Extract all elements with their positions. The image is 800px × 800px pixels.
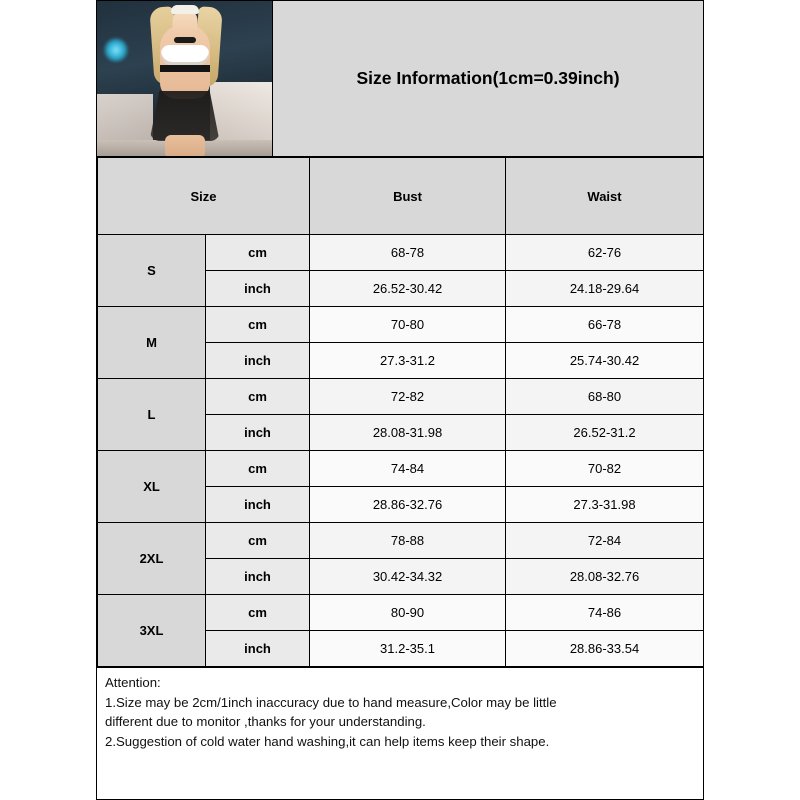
photo-skirt [150,91,220,141]
table-row [98,451,704,487]
waist-inch-value: 28.08-32.76 [506,559,704,595]
bust-inch-value: 31.2-35.1 [310,631,506,667]
photo-headpiece [171,5,199,14]
chart-title: Size Information(1cm=0.39inch) [356,68,620,88]
header-bust: Bust [310,158,506,235]
size-label: XL [98,451,206,523]
photo-light-glow [103,37,129,63]
attention-note [97,667,703,799]
attention-line-1b: different due to monitor ,thanks for your understanding. [105,714,426,730]
table-row [98,379,704,415]
unit-label-cm: cm [206,595,310,631]
waist-cm-value: 72-84 [506,523,704,559]
unit-label-cm: cm [206,451,310,487]
waist-cm-value: 74-86 [506,595,704,631]
bust-inch-value: 30.42-34.32 [310,559,506,595]
chart-header [97,1,703,157]
table-header-row [98,158,704,235]
waist-inch-value: 25.74-30.42 [506,343,704,379]
chart-title-area [273,1,703,156]
attention-title: Attention: [105,675,161,690]
attention-line-1a: 1.Size may be 2cm/1inch inaccuracy due to hand measure,Color may be little [105,694,557,710]
table-row [98,523,704,559]
size-label: 2XL [98,523,206,595]
unit-label-inch: inch [206,631,310,667]
waist-cm-value: 70-82 [506,451,704,487]
bust-inch-value: 26.52-30.42 [310,271,506,307]
unit-label-inch: inch [206,343,310,379]
unit-label-inch: inch [206,559,310,595]
waist-cm-value: 68-80 [506,379,704,415]
unit-label-cm: cm [206,523,310,559]
waist-inch-value: 28.86-33.54 [506,631,704,667]
bust-cm-value: 72-82 [310,379,506,415]
header-size: Size [98,158,310,235]
bust-cm-value: 78-88 [310,523,506,559]
size-label: S [98,235,206,307]
size-chart-card [96,0,704,800]
bust-cm-value: 74-84 [310,451,506,487]
unit-label-cm: cm [206,235,310,271]
unit-label-inch: inch [206,487,310,523]
unit-label-cm: cm [206,379,310,415]
bust-inch-value: 28.08-31.98 [310,415,506,451]
bust-cm-value: 68-78 [310,235,506,271]
photo-waistband [160,65,210,72]
waist-cm-value: 66-78 [506,307,704,343]
header-waist: Waist [506,158,704,235]
unit-label-inch: inch [206,271,310,307]
size-label: M [98,307,206,379]
photo-top [161,45,209,65]
table-row [98,235,704,271]
size-label: L [98,379,206,451]
photo-model [148,3,222,156]
photo-legs [165,135,205,156]
bust-inch-value: 28.86-32.76 [310,487,506,523]
bust-cm-value: 80-90 [310,595,506,631]
waist-inch-value: 26.52-31.2 [506,415,704,451]
bust-inch-value: 27.3-31.2 [310,343,506,379]
size-table [97,157,704,667]
unit-label-inch: inch [206,415,310,451]
product-photo [97,1,273,156]
photo-collar [174,37,196,43]
waist-cm-value: 62-76 [506,235,704,271]
waist-inch-value: 24.18-29.64 [506,271,704,307]
attention-line-2: 2.Suggestion of cold water hand washing,it can help items keep their shape. [105,734,550,750]
size-label: 3XL [98,595,206,667]
table-row [98,595,704,631]
unit-label-cm: cm [206,307,310,343]
table-row [98,307,704,343]
bust-cm-value: 70-80 [310,307,506,343]
waist-inch-value: 27.3-31.98 [506,487,704,523]
